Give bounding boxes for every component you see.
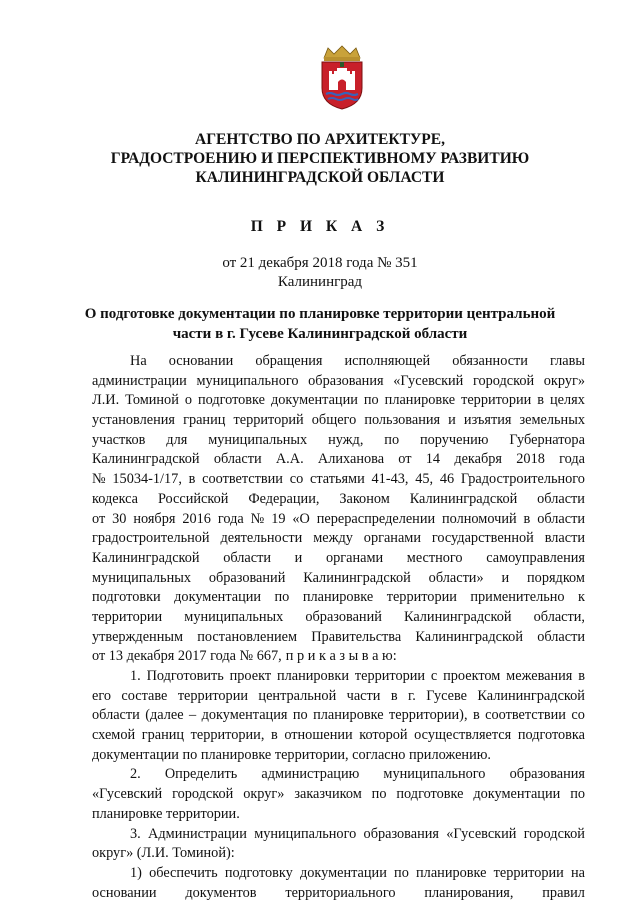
body-line bbox=[92, 687, 585, 707]
body-word: в bbox=[188, 471, 196, 488]
body-word: Российской bbox=[157, 490, 229, 507]
body-word: по bbox=[384, 431, 400, 448]
body-word: в bbox=[472, 707, 480, 724]
body-line bbox=[92, 726, 585, 746]
body-word: 46 bbox=[439, 471, 455, 488]
body-word: – bbox=[189, 707, 197, 724]
body-word: со bbox=[289, 471, 304, 488]
body-word: нужд, bbox=[328, 431, 364, 448]
body-word: округ» bbox=[543, 372, 585, 389]
body-word: центральной bbox=[258, 687, 337, 704]
body-word: в bbox=[578, 668, 585, 684]
subject-line: О подготовке документации по планировке территории центральной bbox=[84, 306, 556, 322]
body-word: обеспечить bbox=[149, 864, 218, 881]
body-word: по bbox=[394, 864, 409, 881]
body-word: его bbox=[92, 687, 112, 704]
body-word: документации bbox=[473, 786, 561, 803]
body-word: городской bbox=[172, 786, 234, 803]
body-line bbox=[92, 667, 585, 687]
body-line bbox=[92, 608, 585, 628]
body-word: администрацию bbox=[261, 766, 360, 783]
body-word: Законом bbox=[339, 490, 390, 507]
body-word: Алиханова bbox=[317, 451, 385, 468]
body-word: На bbox=[130, 353, 147, 369]
body-word: пользования bbox=[364, 412, 441, 429]
body-word: области bbox=[213, 451, 262, 468]
body-word: администрации bbox=[92, 372, 187, 389]
body-word: территории bbox=[386, 589, 457, 606]
body-word: власти bbox=[544, 530, 585, 547]
body-word: к bbox=[578, 589, 585, 606]
body-word: 2. bbox=[130, 766, 141, 783]
body-word: подготовке bbox=[197, 392, 265, 409]
body-word: применительно bbox=[470, 589, 565, 606]
body-word: 2016 bbox=[182, 510, 211, 527]
body-word: документов bbox=[185, 884, 257, 901]
body-line bbox=[92, 647, 585, 667]
body-word: территории bbox=[354, 668, 426, 684]
body-line bbox=[92, 529, 585, 549]
body-word: п р и к а з ы в а ю: bbox=[285, 648, 397, 665]
body-line bbox=[92, 411, 585, 431]
body-word: кодекса bbox=[92, 490, 139, 507]
body-word: от bbox=[92, 510, 106, 527]
body-word: области bbox=[92, 707, 140, 724]
body-word: планировке территории. bbox=[92, 805, 240, 822]
body-word: проект bbox=[229, 668, 272, 684]
body-word: «Гусевский bbox=[92, 786, 163, 803]
body-line bbox=[92, 470, 585, 490]
body-word: Администрации bbox=[148, 825, 247, 842]
body-word: образований bbox=[305, 608, 382, 625]
agency-title-line: АГЕНТСТВО ПО АРХИТЕКТУРЕ, bbox=[195, 131, 445, 148]
body-word: документации по планировке территории, согласно приложению. bbox=[92, 746, 491, 763]
body-word: территории bbox=[461, 392, 532, 409]
body-word: органами bbox=[363, 530, 421, 547]
body-word: основании bbox=[168, 353, 234, 369]
body-word: округ» (Л.И. Томиной): bbox=[92, 845, 235, 862]
body-word: подготовку bbox=[224, 864, 293, 881]
body-line bbox=[92, 628, 585, 648]
body-line bbox=[92, 352, 585, 372]
body-line bbox=[92, 706, 585, 726]
body-word: образования bbox=[363, 825, 439, 842]
body-word: участков bbox=[92, 431, 146, 448]
body-word: земельных bbox=[519, 412, 585, 429]
body-word: между bbox=[313, 530, 353, 547]
body-line bbox=[92, 391, 585, 411]
body-word: 30 bbox=[112, 510, 127, 527]
body-word: по bbox=[274, 589, 290, 606]
body-word: от bbox=[398, 451, 412, 468]
body-word: образования bbox=[509, 766, 585, 783]
body-word: Градостроительного bbox=[460, 471, 585, 488]
body-word: области, bbox=[533, 608, 585, 625]
body-line bbox=[92, 746, 585, 766]
body-word: деятельности bbox=[220, 530, 303, 547]
agency-title bbox=[60, 130, 580, 187]
body-word: в bbox=[537, 392, 545, 409]
body-word: территории, bbox=[190, 727, 265, 744]
body-line bbox=[92, 569, 585, 589]
body-word: 3. bbox=[130, 825, 141, 842]
body-word: общего bbox=[311, 412, 357, 429]
body-word: Федерации, bbox=[248, 490, 320, 507]
body-line bbox=[92, 765, 585, 785]
body-word: местного bbox=[406, 549, 463, 566]
body-word: Томиной bbox=[125, 392, 179, 409]
agency-title-line: КАЛИНИНГРАДСКОЙ ОБЛАСТИ bbox=[195, 169, 445, 186]
coat-of-arms-emblem bbox=[316, 44, 368, 110]
body-word: Калининградской bbox=[92, 549, 200, 566]
body-word: осуществляется bbox=[414, 727, 512, 744]
body-word: изъятия bbox=[463, 412, 512, 429]
body-word: планировке bbox=[384, 392, 456, 409]
body-word: статьями bbox=[309, 471, 365, 488]
body-word: территории), bbox=[388, 707, 468, 724]
body-word: порядком bbox=[527, 569, 585, 586]
body-word: и bbox=[294, 549, 303, 566]
body-word: исполняющей bbox=[344, 353, 431, 369]
body-word: проектом bbox=[443, 668, 501, 684]
body-word: составе bbox=[121, 687, 168, 704]
body-word: области» bbox=[428, 569, 484, 586]
body-word: государственной bbox=[431, 530, 534, 547]
body-word: муниципальных bbox=[184, 608, 284, 625]
body-word: территорий bbox=[233, 412, 304, 429]
document-type: П Р И К А З bbox=[250, 218, 390, 235]
body-word: года bbox=[559, 451, 585, 468]
document-date: от 21 декабря 2018 года № 351 bbox=[222, 255, 418, 271]
body-word: которой bbox=[359, 727, 408, 744]
body-word: городской bbox=[523, 825, 585, 842]
body-word: области bbox=[537, 490, 585, 507]
body-word: г. bbox=[407, 687, 416, 704]
body-word: со bbox=[571, 707, 585, 724]
body-word: соответствии bbox=[202, 471, 283, 488]
body-line bbox=[92, 884, 585, 904]
body-word: 45, bbox=[415, 471, 434, 488]
body-word: основании bbox=[92, 884, 157, 901]
body-word: перераспределении bbox=[316, 510, 436, 527]
body-word: самоуправления bbox=[486, 549, 585, 566]
body-word: постановлением bbox=[197, 628, 298, 645]
body-word: Калининградской bbox=[303, 569, 411, 586]
body-line bbox=[92, 864, 585, 884]
body-word: полномочий bbox=[442, 510, 517, 527]
body-line bbox=[92, 785, 585, 805]
body-line bbox=[92, 431, 585, 451]
body-word: по bbox=[363, 392, 379, 409]
body-word: на bbox=[571, 864, 585, 881]
body-word: схемой bbox=[92, 727, 136, 744]
body-word: 41-43, bbox=[371, 471, 409, 488]
body-word: «Гусевский bbox=[393, 372, 464, 389]
body-word: по bbox=[371, 786, 387, 803]
body-word: в bbox=[270, 727, 278, 744]
body-word: года bbox=[217, 510, 244, 527]
body-word: документации bbox=[299, 864, 387, 881]
body-word: области bbox=[537, 510, 585, 527]
body-word: соответствии bbox=[485, 707, 566, 724]
body-word: заказчиком bbox=[294, 786, 362, 803]
agency-title-line: ГРАДОСТРОЕНИЮ И ПЕРСПЕКТИВНОМУ РАЗВИТИЮ bbox=[110, 150, 530, 167]
body-word: № bbox=[92, 471, 106, 488]
document-subject bbox=[80, 304, 560, 344]
body-word: с bbox=[430, 668, 438, 684]
body-word: территории bbox=[92, 608, 163, 625]
subject-line: части в г. Гусеве Калининградской области bbox=[172, 326, 468, 342]
body-word: Калининградской bbox=[415, 628, 523, 645]
body-word: планировке bbox=[302, 589, 374, 606]
body-word: Правительства bbox=[311, 628, 402, 645]
body-word: Подготовить bbox=[146, 668, 224, 684]
body-word: Калининградской bbox=[92, 451, 200, 468]
body-word: муниципального bbox=[196, 372, 299, 389]
body-word: Л.И. bbox=[92, 392, 120, 409]
body-word: о bbox=[184, 392, 192, 409]
body-word: Гусеве bbox=[426, 687, 467, 704]
body-word: границ bbox=[141, 727, 185, 744]
body-word: планировке bbox=[416, 864, 487, 881]
body-word: планировке bbox=[313, 707, 384, 724]
body-line bbox=[92, 844, 585, 864]
body-word: территориального bbox=[285, 884, 396, 901]
body-word: от 13 декабря 2017 года № 667, bbox=[92, 648, 282, 665]
body-word: ноября bbox=[133, 510, 176, 527]
body-word: главы bbox=[550, 353, 585, 369]
body-word: № bbox=[250, 510, 265, 527]
body-word: органами bbox=[325, 549, 384, 566]
document-date-block bbox=[0, 254, 640, 292]
body-line bbox=[92, 549, 585, 569]
body-line bbox=[92, 450, 585, 470]
body-line bbox=[92, 805, 585, 825]
body-word: области bbox=[537, 628, 585, 645]
body-word: подготовка bbox=[517, 727, 585, 744]
body-word: городской bbox=[472, 372, 535, 389]
body-word: образования bbox=[308, 372, 384, 389]
body-word: 19 bbox=[271, 510, 286, 527]
body-word: муниципального bbox=[254, 825, 357, 842]
body-word: подготовки bbox=[92, 589, 161, 606]
body-word: округ» bbox=[243, 786, 285, 803]
body-word: 1) bbox=[130, 864, 142, 881]
body-line bbox=[92, 825, 585, 845]
body-word: Определить bbox=[164, 766, 238, 783]
body-word: 1. bbox=[130, 668, 141, 684]
body-word: обращения bbox=[255, 353, 323, 369]
body-line bbox=[92, 588, 585, 608]
body-word: документации bbox=[270, 392, 358, 409]
body-word: документация bbox=[201, 707, 288, 724]
body-line bbox=[92, 490, 585, 510]
body-word: Калининградской bbox=[477, 687, 585, 704]
body-word: «Гусевский bbox=[446, 825, 517, 842]
body-word: и bbox=[501, 569, 510, 586]
body-word: декабря bbox=[454, 451, 503, 468]
body-word: целях bbox=[550, 392, 585, 409]
body-word: обязанности bbox=[452, 353, 528, 369]
body-word: планирования, bbox=[424, 884, 514, 901]
body-line bbox=[92, 372, 585, 392]
body-word: в bbox=[523, 510, 531, 527]
body-word: межевания bbox=[506, 668, 573, 684]
body-word: территории bbox=[177, 687, 249, 704]
body-word: А.А. bbox=[275, 451, 304, 468]
body-word: для bbox=[166, 431, 188, 448]
body-word: 15034-1/17, bbox=[112, 471, 182, 488]
body-word: Калининградской bbox=[409, 490, 518, 507]
body-word: поручению bbox=[420, 431, 489, 448]
body-word: образований bbox=[208, 569, 286, 586]
body-word: установления bbox=[92, 412, 175, 429]
body-word: планировки bbox=[276, 668, 350, 684]
body-word: «О bbox=[292, 510, 310, 527]
body-word: утвержденным bbox=[92, 628, 184, 645]
body-word: (далее bbox=[145, 707, 184, 724]
body-word: градостроительной bbox=[92, 530, 210, 547]
body-word: 2018 bbox=[516, 451, 545, 468]
body-word: правил bbox=[542, 884, 585, 901]
document-body bbox=[92, 352, 585, 903]
body-word: области bbox=[223, 549, 271, 566]
body-word: границ bbox=[183, 412, 226, 429]
body-line bbox=[92, 510, 585, 530]
body-word: части bbox=[346, 687, 381, 704]
body-word: подготовке bbox=[396, 786, 464, 803]
document-city: Калининград bbox=[277, 274, 363, 290]
body-word: и bbox=[448, 412, 456, 429]
body-word: отношении bbox=[284, 727, 353, 744]
body-word: муниципального bbox=[383, 766, 486, 783]
body-word: территории bbox=[493, 864, 564, 881]
body-word: по bbox=[292, 707, 308, 724]
body-word: муниципальных bbox=[92, 569, 191, 586]
body-word: в bbox=[390, 687, 398, 704]
body-word: муниципальных bbox=[208, 431, 308, 448]
body-word: документации bbox=[174, 589, 262, 606]
body-word: по bbox=[570, 786, 585, 803]
body-word: Губернатора bbox=[509, 431, 585, 448]
body-word: Калининградской bbox=[403, 608, 512, 625]
body-word: 14 bbox=[425, 451, 441, 468]
